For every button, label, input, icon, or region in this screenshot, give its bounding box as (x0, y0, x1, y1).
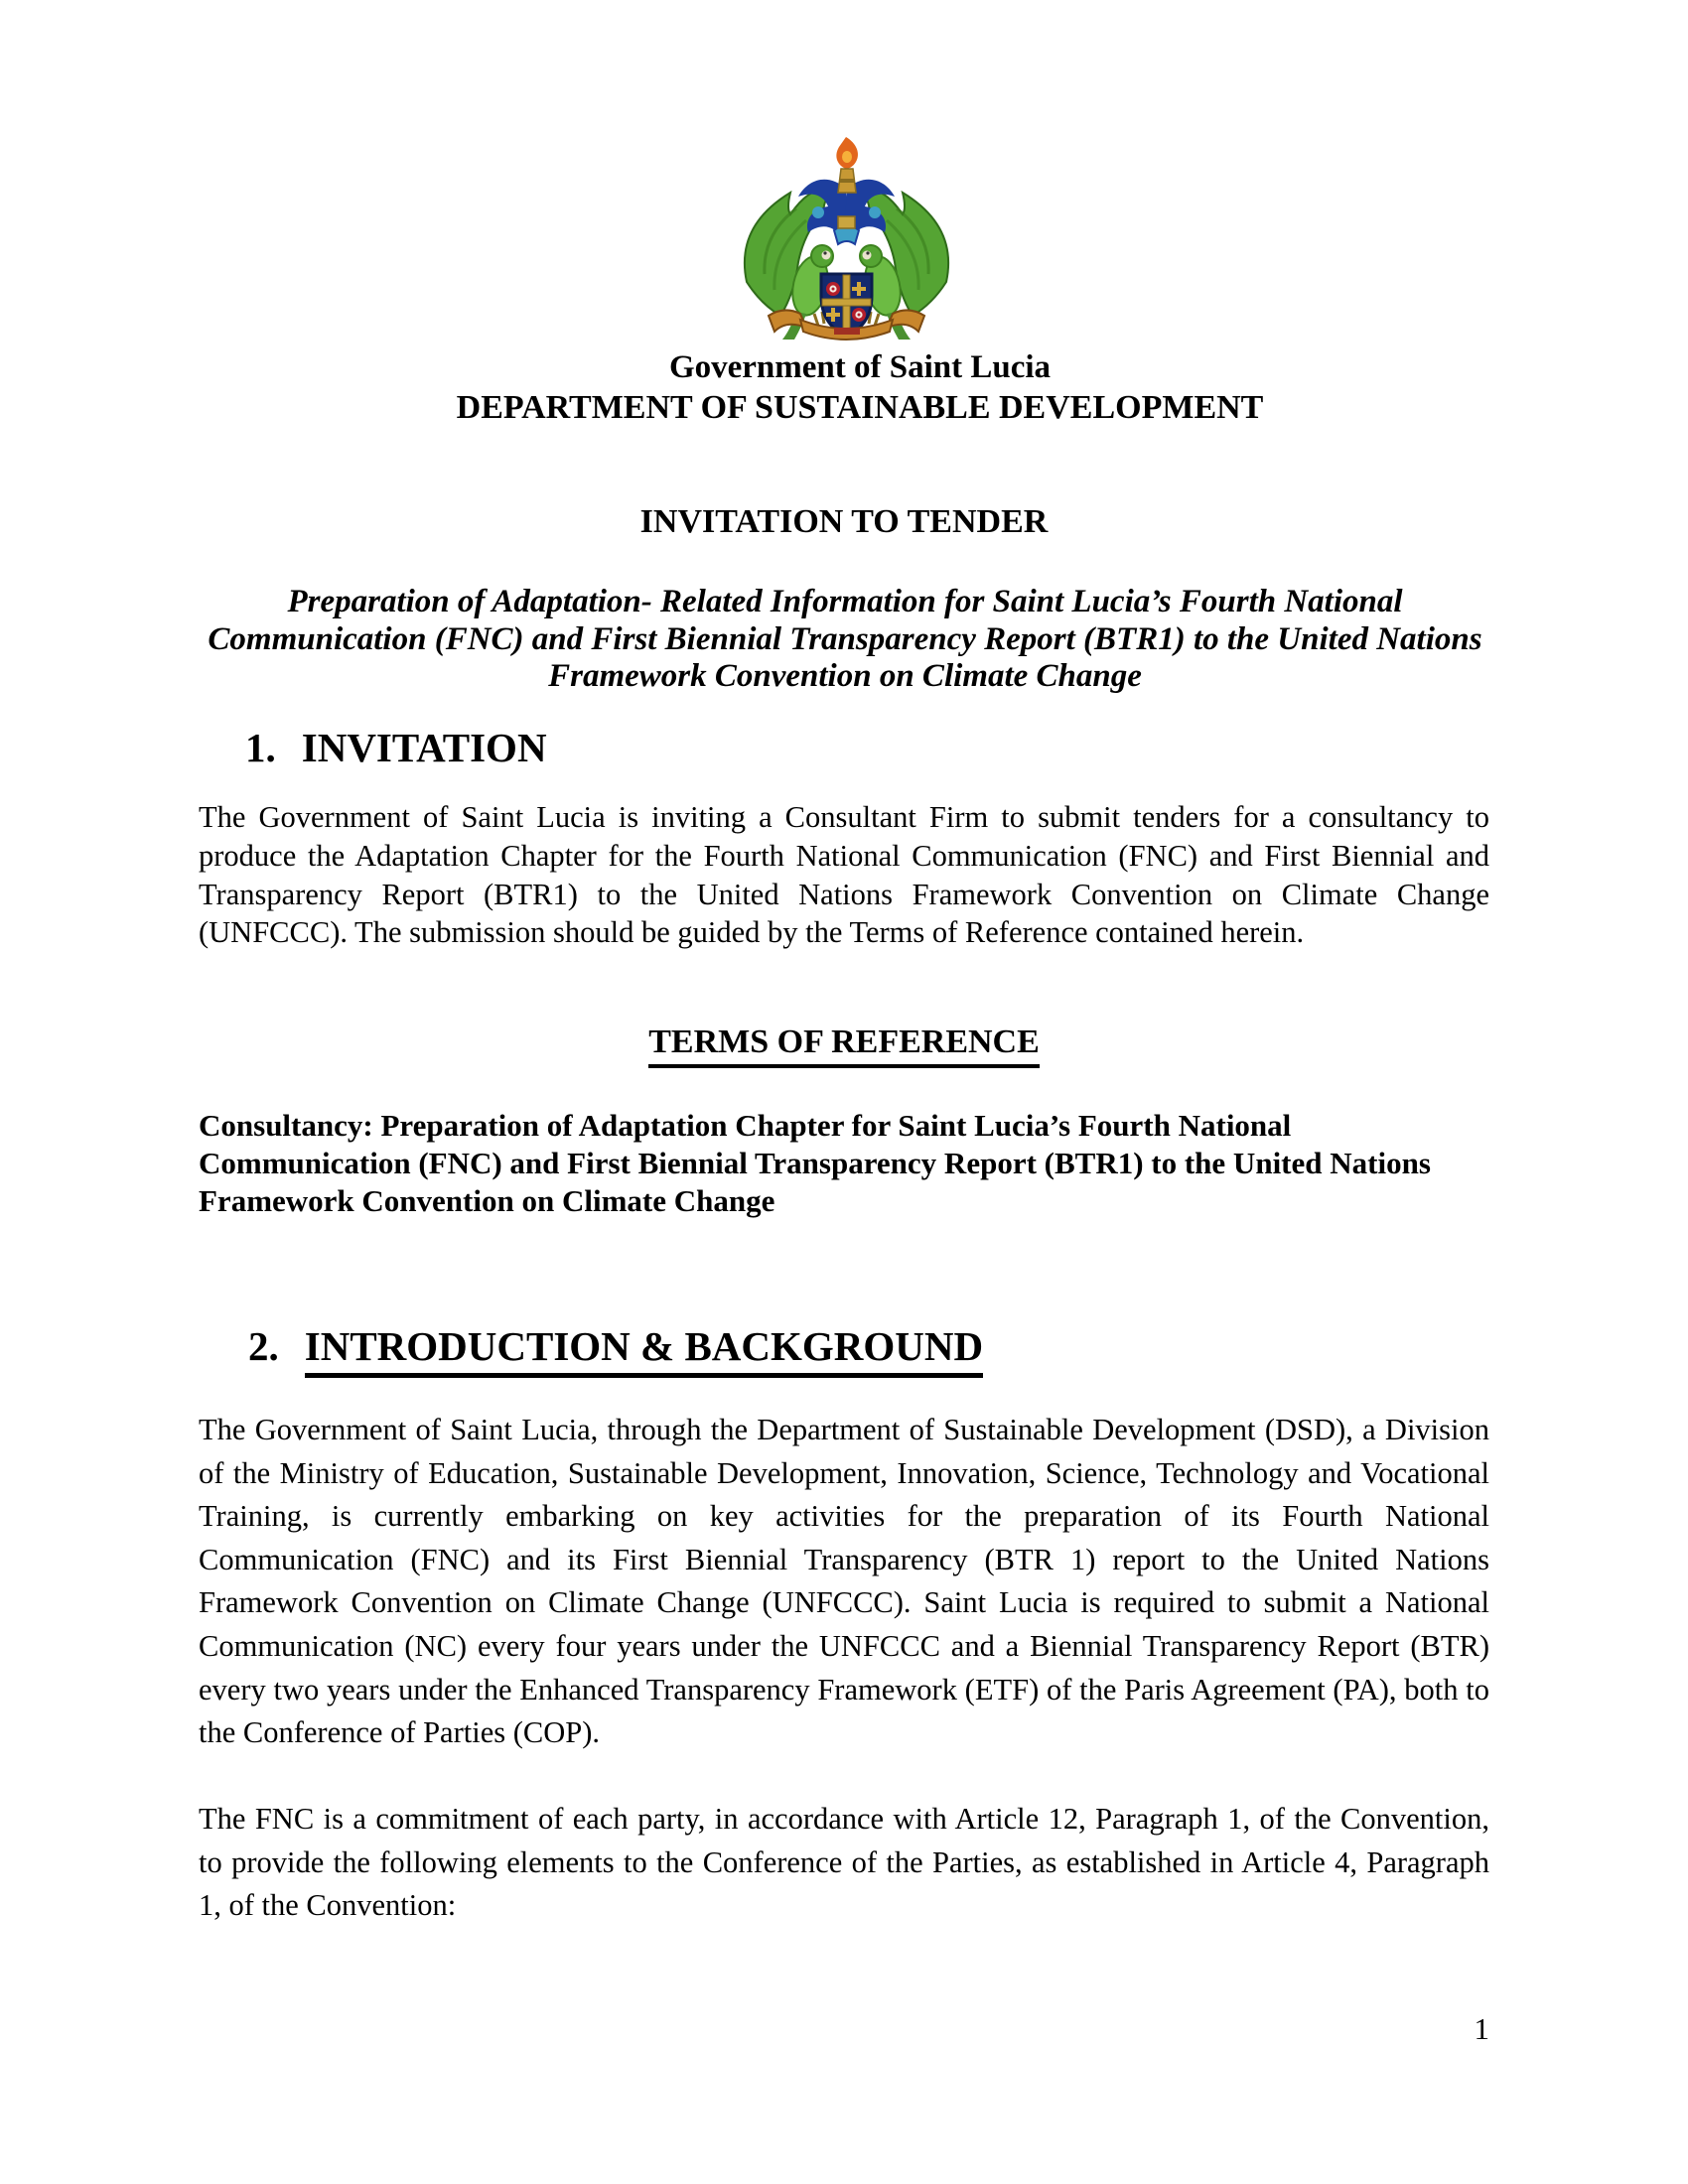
section-1-heading (245, 724, 547, 771)
letterhead (16, 347, 1688, 428)
section-2-heading (248, 1322, 983, 1378)
section-1-title: INVITATION (301, 725, 547, 770)
section-1-number: 1. (245, 725, 276, 770)
saint-lucia-coat-of-arms (735, 135, 958, 345)
tender-subject-title: Preparation of Adaptation- Related Information for Saint Lucia’s Fourth National Communication (FNC) and First Biennial Transparency Report (BTR1) to the United Nations Framework Convention on Climate Change (208, 584, 1482, 694)
torch-icon (836, 137, 858, 193)
terms-of-reference-label: TERMS OF REFERENCE (648, 1022, 1040, 1068)
department-name: DEPARTMENT OF SUSTAINABLE DEVELOPMENT (456, 389, 1264, 426)
section-2-title: INTRODUCTION & BACKGROUND (305, 1322, 983, 1378)
government-name: Government of Saint Lucia (668, 349, 1052, 385)
section-1-paragraph: The Government of Saint Lucia is inviting a Consultant Firm to submit tenders for a consultancy to produce the Adaptation Chapter for the Fourth National Communication (FNC) and First Biennial and Transparency Report (BTR1) to the United Nations Framework Convention on Climate Change (UNFCCC). The submission should be guided by the Terms of Reference contained herein. (199, 800, 1489, 950)
section-2-paragraph-1: The Government of Saint Lucia, through the Department of Sustainable Development (DSD), a Division of the Ministry of Education, Sustainable Development, Innovation, Science, Technology and Vocational Training, is currently embarking on key activities for the preparation of its Fourth National Communication (FNC) and its First Biennial Transparency (BTR 1) report to the United Nations Framework Convention on Climate Change (UNFCCC). Saint Lucia is required to submit a National Communication (NC) every four years under the UNFCCC and a Biennial Transparency Report (BTR) every two years under the Enhanced Transparency Framework (ETF) of the Paris Agreement (PA), both to the Conference of Parties (COP). (199, 1413, 1489, 1750)
page-number: 1 (1474, 2011, 1489, 2046)
invitation-to-tender-heading: INVITATION TO TENDER (639, 503, 1049, 540)
section-2-number: 2. (248, 1323, 279, 1369)
consultancy-title: Consultancy: Preparation of Adaptation Chapter for Saint Lucia’s Fourth National Communication (FNC) and First Biennial Transparency Report (BTR1) to the United Nations Framework Convention on Climate Change (199, 1108, 1431, 1218)
section-2-paragraph-2: The FNC is a commitment of each party, in accordance with Article 12, Paragraph 1, of the Convention, to provide the following elements to the Conference of the Parties, as established in Article 4, Paragraph 1, of the Convention: (199, 1802, 1489, 1923)
terms-of-reference-heading (0, 1022, 1688, 1068)
